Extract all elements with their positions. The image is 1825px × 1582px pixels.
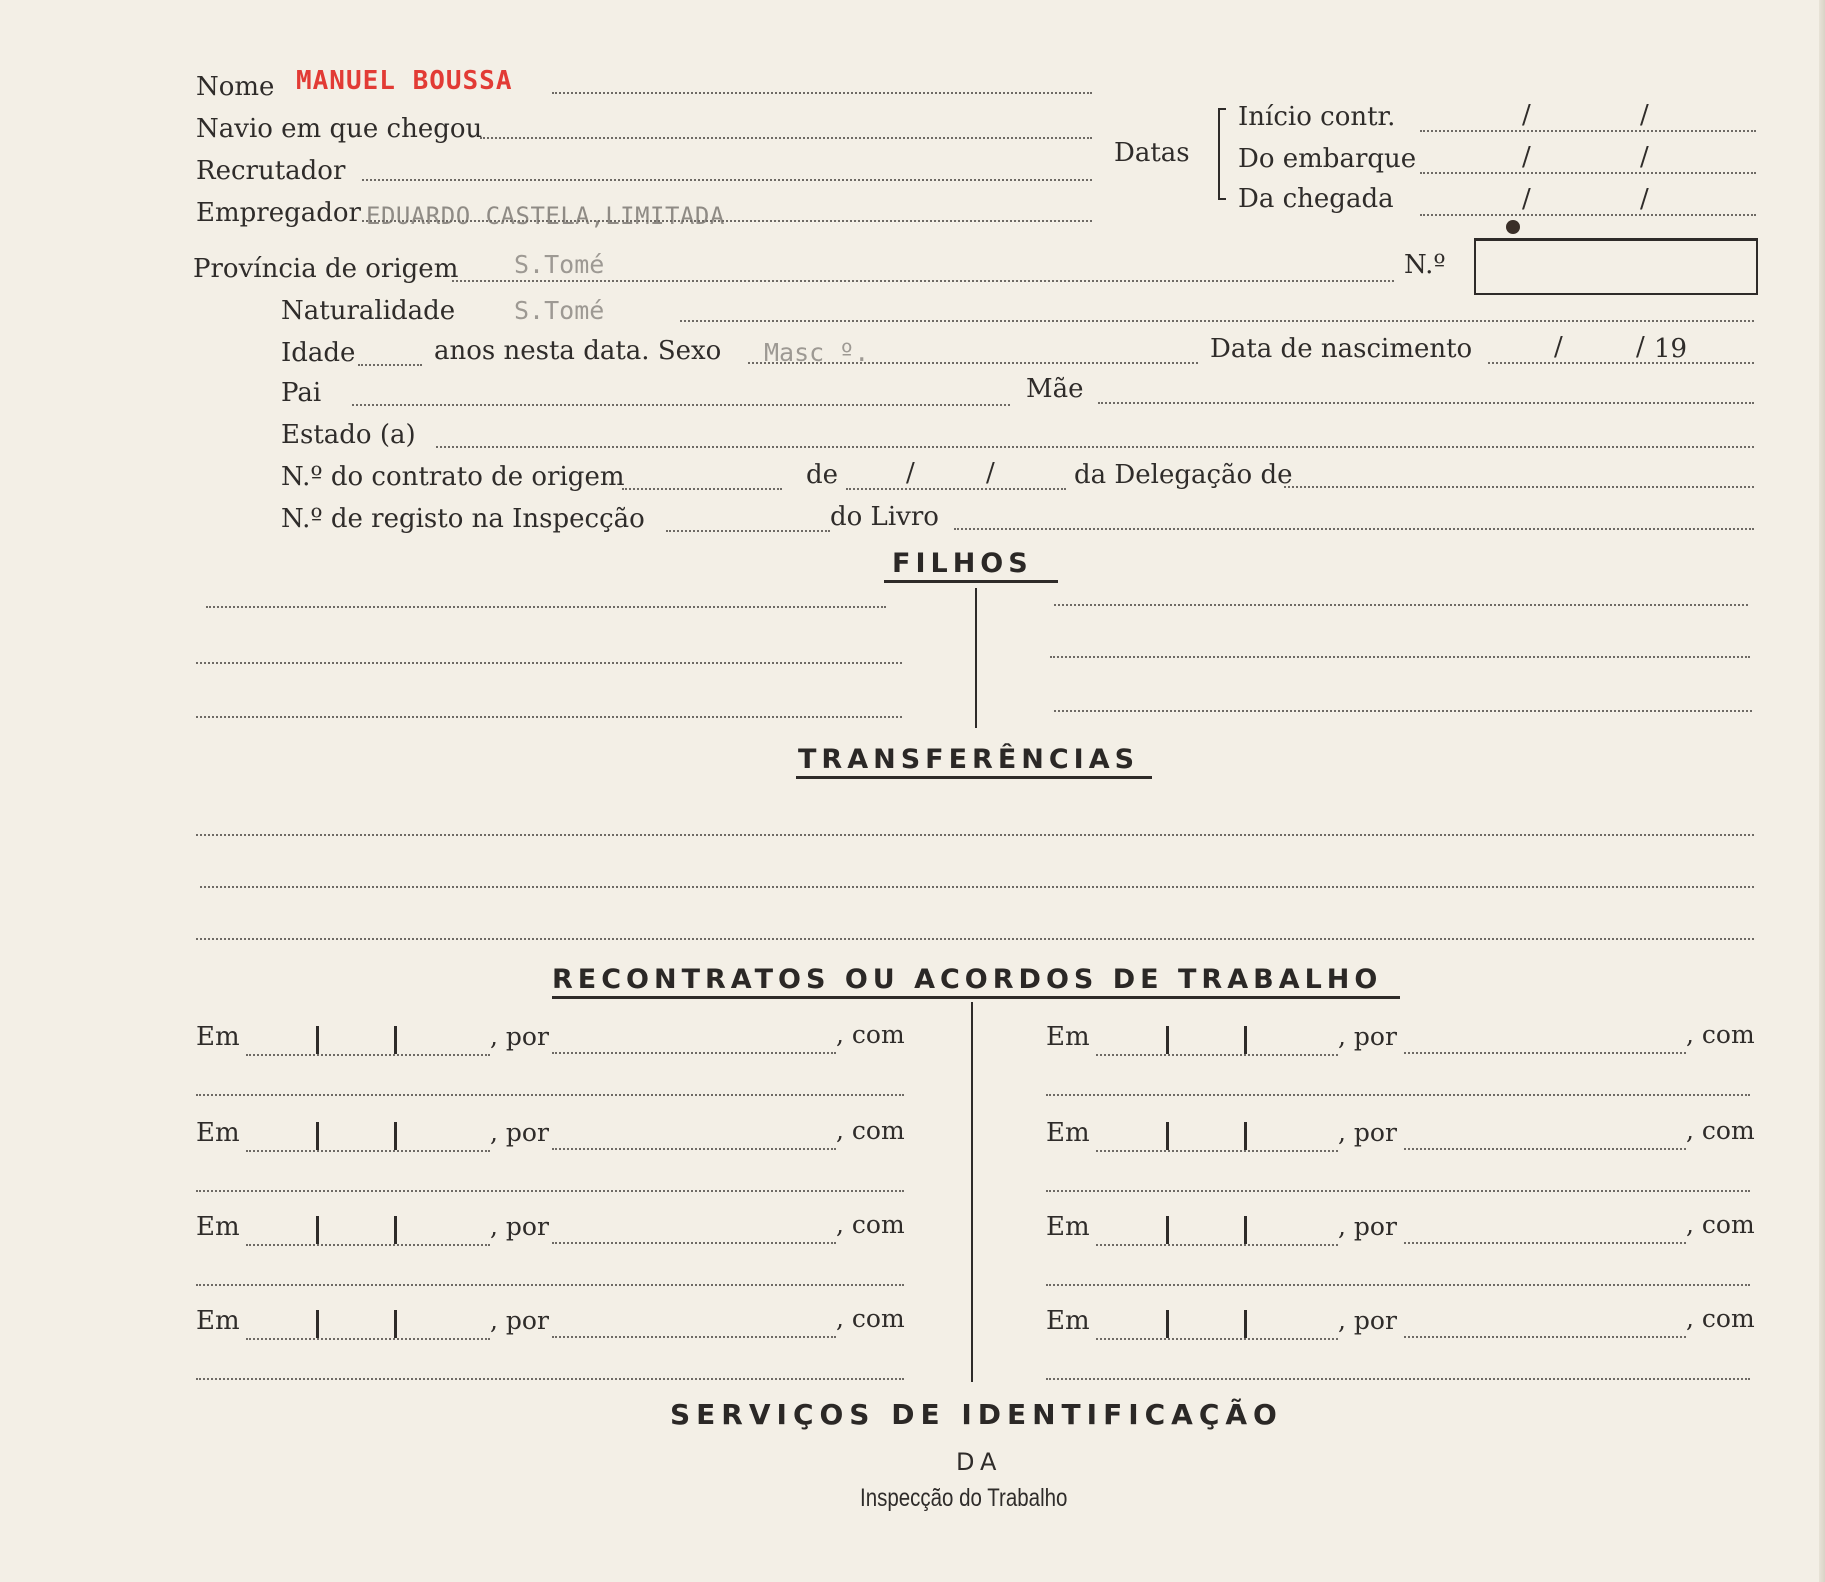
transferencias-underline: [796, 776, 1152, 779]
recontrato-left-1-continuation-line: [196, 1094, 904, 1096]
nascimento-label: Data de nascimento: [1210, 334, 1473, 364]
naturalidade-line: [680, 320, 1754, 322]
navio-label: Navio em que chegou: [196, 114, 483, 144]
recontrato-right-3-com-label: , com: [1686, 1210, 1755, 1239]
datas-label: Datas: [1114, 138, 1190, 168]
provincia-label: Província de origem: [193, 254, 459, 284]
recontrato-right-3-date-line: [1096, 1244, 1338, 1246]
recontrato-right-4-tick-1: [1166, 1310, 1169, 1338]
empregador-label: Empregador: [196, 198, 361, 228]
naturalidade-label: Naturalidade: [281, 296, 456, 326]
filhos-line-left-3: [196, 716, 902, 718]
filhos-line-right-3: [1054, 710, 1752, 712]
recontrato-right-1-tick-1: [1166, 1026, 1169, 1054]
sexo-line: [748, 362, 1198, 364]
registo-line: [666, 530, 830, 532]
recontrato-right-1-date-line: [1096, 1054, 1338, 1056]
recontrato-right-4-em-label: Em: [1046, 1306, 1090, 1336]
nome-label: Nome: [196, 72, 275, 102]
recontrato-right-4-por-line: [1404, 1336, 1686, 1338]
recontrato-right-2-por-label: , por: [1338, 1118, 1397, 1147]
recontrato-left-1-por-line: [552, 1052, 836, 1054]
embarque-slash-2: /: [1640, 142, 1649, 172]
recontrato-left-2-tick-1: [316, 1122, 319, 1150]
navio-line: [480, 137, 1092, 139]
recontrato-left-4-por-label: , por: [490, 1306, 549, 1335]
embarque-slash-1: /: [1522, 142, 1531, 172]
naturalidade-value: S.Tomé: [514, 296, 605, 325]
recontrato-left-3-por-line: [552, 1242, 836, 1244]
livro-label: do Livro: [830, 502, 939, 532]
provincia-line: [452, 280, 1394, 282]
nascimento-slash-1: /: [1554, 332, 1563, 362]
recontrato-left-4-date-line: [246, 1338, 490, 1340]
inicio-contr-line: [1420, 130, 1756, 132]
recontrato-right-3-continuation-line: [1046, 1284, 1750, 1286]
inicio-slash-1: /: [1522, 100, 1531, 130]
filhos-line-right-2: [1050, 656, 1750, 658]
recontrato-left-1-tick-2: [394, 1026, 397, 1054]
nascimento-year: 19: [1654, 334, 1688, 364]
recontrato-right-2-tick-2: [1244, 1122, 1247, 1150]
idade-line: [358, 364, 422, 366]
provincia-value: S.Tomé: [514, 250, 605, 279]
delegacao-label: da Delegação de: [1074, 460, 1293, 490]
filhos-divider: [975, 588, 977, 728]
recontrato-right-4-date-line: [1096, 1338, 1338, 1340]
recontrato-right-1-por-label: , por: [1338, 1022, 1397, 1051]
recontrato-left-4-tick-1: [316, 1310, 319, 1338]
inicio-contr-label: Início contr.: [1238, 102, 1396, 132]
datas-bracket: [1218, 108, 1226, 200]
recontrato-right-3-tick-2: [1244, 1216, 1247, 1244]
recontrato-right-3-por-line: [1404, 1242, 1686, 1244]
mae-line: [1098, 402, 1754, 404]
anos-sexo-label: anos nesta data. Sexo: [434, 336, 722, 366]
recontrato-right-2-por-line: [1404, 1148, 1686, 1150]
nascimento-line: [1488, 362, 1754, 364]
contrato-slash-2: /: [986, 458, 995, 488]
recontrato-left-3-tick-1: [316, 1216, 319, 1244]
recontratos-divider: [971, 1002, 973, 1382]
recontrato-right-4-continuation-line: [1046, 1378, 1750, 1380]
pai-line: [352, 404, 1010, 406]
nome-line: [552, 92, 1092, 94]
recontrato-left-3-date-line: [246, 1244, 490, 1246]
recontrato-left-2-com-label: , com: [836, 1116, 905, 1145]
recontratos-heading: RECONTRATOS OU ACORDOS DE TRABALHO: [552, 964, 1383, 995]
nascimento-slash-2: /: [1636, 332, 1645, 362]
recontrato-right-4-tick-2: [1244, 1310, 1247, 1338]
empregador-line: [362, 220, 1092, 222]
recontrato-right-3-por-label: , por: [1338, 1212, 1397, 1241]
de-label: de: [806, 460, 839, 490]
filhos-line-left-1: [206, 606, 886, 608]
nome-value: MANUEL BOUSSA: [296, 66, 513, 96]
recontrato-left-4-por-line: [552, 1336, 836, 1338]
contrato-date-line: [846, 488, 1066, 490]
recontrato-right-2-em-label: Em: [1046, 1118, 1090, 1148]
estado-label: Estado (a): [281, 420, 416, 450]
numero-box: [1474, 238, 1758, 295]
recrutador-label: Recrutador: [196, 156, 346, 186]
empregador-value: EDUARDO CASTELA,LIMITADA: [366, 202, 725, 230]
recontrato-right-1-continuation-line: [1046, 1094, 1750, 1096]
transferencias-heading: TRANSFERÊNCIAS: [798, 744, 1140, 775]
registo-label: N.º de registo na Inspecção: [281, 504, 645, 534]
do-embarque-label: Do embarque: [1238, 144, 1417, 174]
recontrato-right-1-em-label: Em: [1046, 1022, 1090, 1052]
recontrato-right-2-com-label: , com: [1686, 1116, 1755, 1145]
recontrato-right-1-tick-2: [1244, 1026, 1247, 1054]
transferencias-line-3: [196, 938, 1754, 940]
recontrato-left-2-date-line: [246, 1150, 490, 1152]
chegada-slash-2: /: [1640, 184, 1649, 214]
footer-line-1: SERVIÇOS DE IDENTIFICAÇÃO: [670, 1398, 1283, 1431]
do-embarque-line: [1420, 172, 1756, 174]
pai-label: Pai: [281, 378, 322, 408]
filhos-line-right-1: [1054, 604, 1748, 606]
filhos-heading: FILHOS: [892, 548, 1033, 579]
ink-spot: [1506, 220, 1520, 234]
recontrato-right-3-tick-1: [1166, 1216, 1169, 1244]
recontrato-left-4-continuation-line: [196, 1378, 904, 1380]
recontrato-left-3-por-label: , por: [490, 1212, 549, 1241]
idade-label: Idade: [281, 338, 356, 368]
contrato-label: N.º do contrato de origem: [281, 462, 625, 492]
footer-line-2: DA: [956, 1448, 1003, 1476]
recontrato-left-4-tick-2: [394, 1310, 397, 1338]
recontrato-right-2-continuation-line: [1046, 1190, 1750, 1192]
recontrato-right-2-date-line: [1096, 1150, 1338, 1152]
mae-label: Mãe: [1026, 374, 1084, 404]
recontrato-right-2-tick-1: [1166, 1122, 1169, 1150]
recontratos-underline: [552, 996, 1400, 999]
recontrato-right-1-com-label: , com: [1686, 1020, 1755, 1049]
contrato-slash-1: /: [906, 458, 915, 488]
recontrato-right-1-por-line: [1404, 1052, 1686, 1054]
recontrato-left-1-por-label: , por: [490, 1022, 549, 1051]
recontrato-left-2-tick-2: [394, 1122, 397, 1150]
recontrato-left-4-com-label: , com: [836, 1304, 905, 1333]
recrutador-line: [362, 179, 1092, 181]
recontrato-left-2-por-label: , por: [490, 1118, 549, 1147]
da-chegada-line: [1420, 214, 1756, 216]
filhos-line-left-2: [196, 662, 902, 664]
chegada-slash-1: /: [1522, 184, 1531, 214]
recontrato-left-4-em-label: Em: [196, 1306, 240, 1336]
recontrato-left-3-com-label: , com: [836, 1210, 905, 1239]
recontrato-right-4-por-label: , por: [1338, 1306, 1397, 1335]
delegacao-line: [1284, 486, 1754, 488]
recontrato-left-2-em-label: Em: [196, 1118, 240, 1148]
filhos-underline: [884, 580, 1058, 583]
transferencias-line-1: [196, 834, 1754, 836]
da-chegada-label: Da chegada: [1238, 184, 1394, 214]
livro-line: [954, 528, 1754, 530]
numero-label: N.º: [1404, 250, 1446, 280]
recontrato-left-1-date-line: [246, 1054, 490, 1056]
contrato-line: [622, 488, 782, 490]
recontrato-left-3-tick-2: [394, 1216, 397, 1244]
recontrato-left-2-continuation-line: [196, 1190, 904, 1192]
recontrato-right-4-com-label: , com: [1686, 1304, 1755, 1333]
sexo-value: Masc º.: [764, 338, 870, 367]
estado-line: [436, 446, 1754, 448]
inicio-slash-2: /: [1640, 100, 1649, 130]
recontrato-left-2-por-line: [552, 1148, 836, 1150]
transferencias-line-2: [200, 886, 1754, 888]
footer-line-3: Inspecção do Trabalho: [860, 1484, 1068, 1512]
recontrato-right-3-em-label: Em: [1046, 1212, 1090, 1242]
recontrato-left-1-em-label: Em: [196, 1022, 240, 1052]
recontrato-left-3-em-label: Em: [196, 1212, 240, 1242]
recontrato-left-1-com-label: , com: [836, 1020, 905, 1049]
recontrato-left-1-tick-1: [316, 1026, 319, 1054]
recontrato-left-3-continuation-line: [196, 1284, 904, 1286]
